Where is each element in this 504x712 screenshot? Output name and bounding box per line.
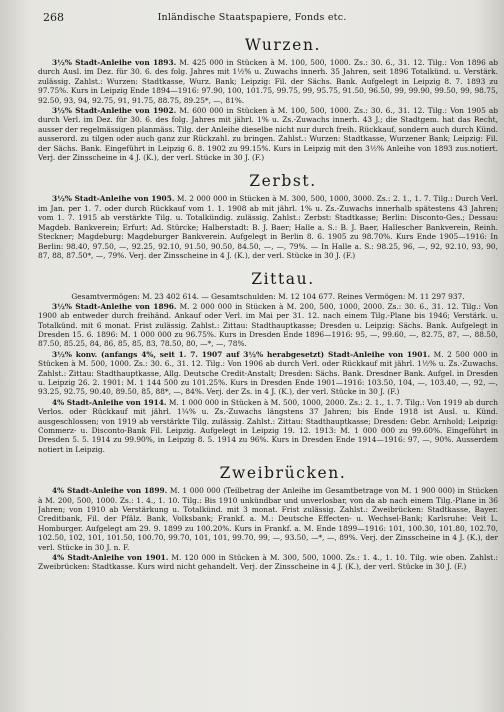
entry-lead: 3½% Stadt-Anleihe von 1905. <box>52 194 175 204</box>
entry-lead: 3½% Stadt-Anleihe von 1902. <box>52 106 177 116</box>
entry-lead: 3½% Stadt-Anleihe von 1896. <box>52 301 177 311</box>
entry-text: M. 1 000 000 (Teilbetrag der Anleihe im Gesamtbetrage von M. 1 900 000) in Stücken à M. 200, 500, 1000. Zs.: 1. 4., 1. 10. Tilg.: Bis 1910 unkündbar und unverlosbar, von da ab nach einem Tilg.-Plane in 36 Jahren; von 1910 ab Verstärkung u. Totalkünd. mit 3 monat. Frist zulässig. Zahlst.: Zweibrücken: Stadtkasse, Bayer. Creditbank, Fil. der Pfälz. Bank, Volksbank; Frankf. a. M.: Deutsche Effecten- u. Wechsel-Bank; Karlsruhe: Veit L. Homburger. Aufgelegt am 29. 9. 1899 zu 100.20%. Kurs in Frankf. a. M. Ende 1899—1916: 101, 100.30, 101.80, 102.70, 102.50, 102, 101, 101.50, 100.70, 99.70, 101, 101, 99.70, 99, —, 93.50, —*, —, 89%. Verj. der Zinsscheine in 4 J. (K.), der verl. Stücke in 30 J. n. F. <box>38 486 498 552</box>
entry-text: M. 120 000 in Stücken à M. 300, 500, 1000. Zs.: 1. 4., 1. 10. Tilg. wie oben. Zahlst.: Zweibrücken: Stadtkasse. Kurs wird nicht gehandelt. Verj. der Zinsscheine in 4 J. (K.), der verl. Stücke in 30 J. (F.) <box>38 553 498 572</box>
entry-zweibruecken-1901 <box>38 553 498 572</box>
section-title-wurzen: Wurzen. <box>244 36 322 54</box>
entry-text: M. 2 000 000 in Stücken à M. 300, 500, 1000, 3000. Zs.: 2. 1., 1. 7. Tilg.: Durch Verl. im Jan. per 1. 7. oder durch Rückkauf vom 1. 1. 1908 ab mit jährl. 1% u. Zs.-Zuwachs innerhalb spätestens 43 Jahren; vom 1. 7. 1915 ab verstärkte Tilg. u. Totalkündig. zulässig. Zahlst.: Zerbst: Stadtkasse; Berlin: Disconto-Ges.; Dessau: Magdeb. Bankverein; Erfurt: Ad. Stürcke; Halberstadt: B. J. Baer; Halle a. S.: B. J. Baer, Hallescher Bankverein, Reinh. Steckner; Magdeburg: Magdeburger Bankverein. Aufgelegt in Berlin 8. 6. 1905 zu 98.70%. Kurs Ende 1905—1916: In Berlin: 98.40, 97.50, —, 92.25, 92.10, 91.50, 90.50, 84.50, —, —, 79%. — In Halle a. S.: 98.25, 96, —, 92, 92.10, 93, 90, 87, 88, 87.50*, —, 79%. Verj. der Zinsscheine in 4 J. (K.), der verl. Stücke in 30 J. (F.) <box>38 194 498 260</box>
entry-text: M. 1 000 000 in Stücken à M. 500, 1000, 2000. Zs.: 2. 1., 1. 7. Tilg.: Von 1919 ab durch Verlos. oder Rückkauf mit jährl. 1¼% u. Zs.-Zuwachs längstens 37 Jahren; bis Ende 1918 ist Ausl. u. Künd. ausgeschlossen; von 1919 ab verstärkte Tilg. zulässig. Zahlst.: Zittau: Stadthauptkasse; Dresden: Gebr. Arnhold; Leipzig: Commerz- u. Disconto-Bank Fil. Leipzig. Aufgelegt in Leipzig 19. 12. 1913: M. 1 000 000 zu 99.60%. Eingeführt in Dresden 5. 5. 1914 zu 99.90%, in Leipzig 8. 5. 1914 zu 96%. Kurs in Dresden Ende 1914—1916: 97, —, 90%. Ausserdem notiert in Leipzig. <box>38 397 498 454</box>
entry-zweibruecken-1899 <box>38 486 498 552</box>
entry-text: M. 425 000 in Stücken à M. 100, 500, 1000. Zs.: 30. 6., 31. 12. Tilg.: Von 1896 ab durch Ausl. im Dez. für 30. 6. des folg. Jahres mit 1½% u. Zuwachs innerh. 35 Jahren, seit 1896 Totalkünd. u. Verstärk. zulässig. Zahlst.: Wurzen: Stadtkasse, Wurz. Bank; Leipzig: Fil. der Sächs. Bank. Aufgelegt in Leipzig 8. 7. 1893 zu 97.75%. Kurs in Leipzig Ende 1894—1916: 97.90, 100, 101.75, 99.75, 99, 95.75, 91.50, 96.50, 99, 99.90, 99.50, 99, 98.75, 92.50, 93, 94, 92.75, 91, 91.75, 88.75, 89.25*, —, 81%. <box>38 58 498 105</box>
entry-lead: 4% Stadt-Anleihe von 1901. <box>52 553 169 563</box>
entry-zittau-1901 <box>38 350 498 397</box>
running-title: Inländische Staatspapiere, Fonds etc. <box>157 12 347 23</box>
zittau-summary: Gesamtvermögen: M. 23 402 614. — Gesamtschulden: M. 12 104 677. Reines Vermögen: M. 11 297 937. <box>71 292 465 302</box>
entry-lead: 4% Stadt-Anleihe von 1914. <box>52 397 167 407</box>
entry-text: M. 2 500 000 in Stücken à M. 500, 1000. Zs.: 30. 6., 31. 12. Tilg.: Von 1906 ab durch Verl. oder Rückkauf mit jährl. 1½% u. Zs.-Zuwachs. Zahlst.: Zittau: Stadthauptkasse, Allg. Deutsche Credit-Anstalt; Dresden: Sächs. Bank. Dresdner Bank. Aufgel. in Dresden u. Leipzig 26. 2. 1901: M. 1 144 500 zu 101.25%. Kurs in Dresden Ende 1901—1916: 103.50, 104, —, 103.40, —, 92, —, 93.25, 92.75, 90.40, 89.50, 85, 88*, —, 84%. Verj. der Zs. in 4 J. (K.), der verl. Stücke in 30 J. (F.) <box>38 349 498 397</box>
section-title-zittau: Zittau. <box>251 270 315 289</box>
entry-lead: 4% Stadt-Anleihe von 1899. <box>52 486 168 496</box>
page-number: 268 <box>43 11 64 24</box>
entry-wurzen-1902 <box>38 106 498 162</box>
entry-lead: 3½% konv. (anfangs 4%, seit 1. 7. 1907 auf 3½% herabgesetzt) Stadt-Anleihe von 1901. <box>52 349 431 359</box>
section-title-zweibruecken: Zweibrücken. <box>219 464 347 483</box>
section-title-zerbst: Zerbst. <box>249 172 317 191</box>
page-header <box>0 6 504 28</box>
entry-zerbst-1905 <box>38 194 498 260</box>
entry-zittau-1914 <box>38 398 498 454</box>
entry-wurzen-1893 <box>38 58 498 105</box>
entry-text: M. 600 000 in Stücken à M. 100, 500, 1000. Zs.: 30. 6., 31. 12. Tilg.: Von 1905 ab durch Verl. im Dez. für 30. 6. des folg. Jahres mit jährl. 1% u. Zs.-Zuwachs innerh. 43 J.; die Stadtgem. hat das Recht, ausser der regelmässigen planmäss. Tilg. der Anleihe dieselbe nicht nur durch freih. Rückkauf, sondern auch durch Künd. ausserord. zu tilgen oder auch ganz zur Rückzahl. zu bringen. Zahlst.: Wurzen: Stadtkasse, Wurzener Bank; Leipzig: Fil. der Sächs. Bank. Eingeführt in Leipzig 6. 8. 1902 zu 99.15%. Kurs in Leipzig mit den 3½% Anleihe von 1893 zus.notiert. Verj. der Zinsscheine in 4 J. (K.), der verl. Stücke in 30 J. (F.) <box>38 106 498 163</box>
entry-text: M. 2 000 000 in Stücken à M. 200, 500, 1000, 2000. Zs.: 30. 6., 31. 12. Tilg.: Von 1900 ab entweder durch freihänd. Ankauf oder Verl. im Mai per 31. 12. nach einem Tilg.-Plane bis 1946; Verstärk. u. Totalkünd. mit 6 monat. Frist zulässig. Zahlst.: Zittau: Stadthauptkasse; Dresden u. Leipzig: Sächs. Bank. Aufgelegt in Dresden 15. 6. 1896: M. 1 000 000 zu 96.75%. Kurs in Dresden Ende 1896—1916: 95, —, 99.60, —, 82.75, 87, —, 88.50, 87.50, 85.25, 84, 86, 85, 85, 83, 78.50, 80, —*, —, 78%. <box>38 301 498 349</box>
entry-zittau-1896 <box>38 302 498 349</box>
page-content <box>38 30 498 573</box>
entry-lead: 3½% Stadt-Anleihe von 1893. <box>52 58 177 67</box>
